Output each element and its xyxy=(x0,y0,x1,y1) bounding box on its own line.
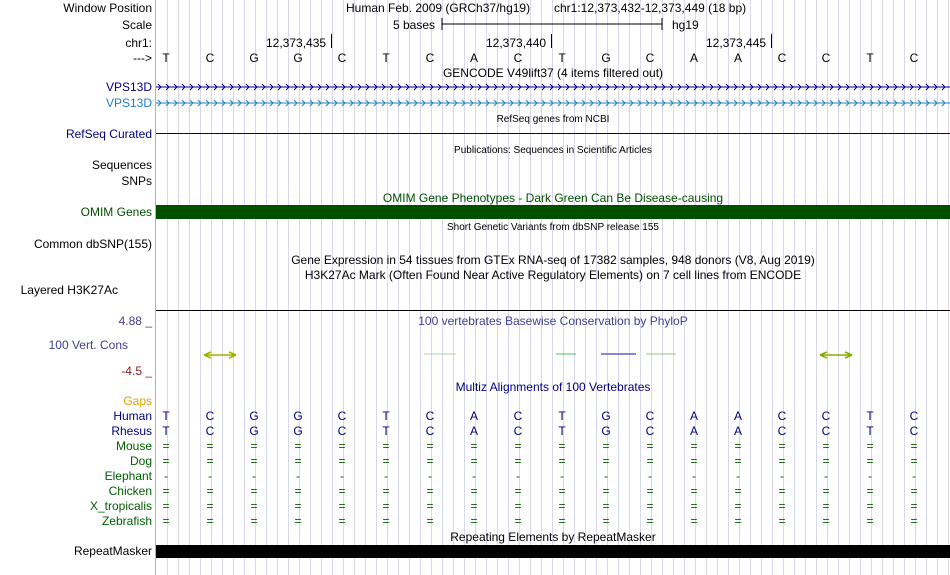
species-base: = xyxy=(382,439,390,453)
repeat-title: Repeating Elements by RepeatMasker xyxy=(450,530,656,544)
species-label-human[interactable]: Human xyxy=(113,409,152,423)
species-base: = xyxy=(822,499,830,513)
species-base: = xyxy=(162,514,170,528)
species-base: = xyxy=(338,439,346,453)
base-9: C xyxy=(513,51,523,65)
species-base: = xyxy=(250,484,258,498)
species-label-elephant[interactable]: Elephant xyxy=(104,469,152,483)
species-base: = xyxy=(426,484,434,498)
species-base: = xyxy=(910,499,918,513)
base-3: G xyxy=(249,51,259,65)
species-base: = xyxy=(206,514,214,528)
species-base: = xyxy=(470,484,478,498)
species-base: = xyxy=(690,439,698,453)
species-base: = xyxy=(778,484,786,498)
species-base: = xyxy=(778,454,786,468)
species-base: = xyxy=(470,439,478,453)
species-base: = xyxy=(426,454,434,468)
species-base: T xyxy=(162,409,170,423)
species-base: A xyxy=(733,424,742,438)
species-base: = xyxy=(382,514,390,528)
species-base: C xyxy=(777,409,787,423)
species-base: T xyxy=(382,409,390,423)
base-10: T xyxy=(558,51,566,65)
base-17: T xyxy=(866,51,874,65)
species-base: - xyxy=(604,469,608,483)
species-base: - xyxy=(560,469,564,483)
gene-label-vps13d-1[interactable]: VPS13D xyxy=(105,80,152,94)
species-base: C xyxy=(513,409,523,423)
scale-text: 5 bases xyxy=(393,18,436,32)
species-base: T xyxy=(558,409,566,423)
base-12: C xyxy=(645,51,655,65)
h3k27-baseline xyxy=(156,310,950,311)
species-base: = xyxy=(338,454,346,468)
species-base: = xyxy=(602,484,610,498)
species-base: = xyxy=(294,484,302,498)
species-base: = xyxy=(910,484,918,498)
species-base: = xyxy=(646,514,654,528)
species-base: - xyxy=(648,469,652,483)
species-label-chicken[interactable]: Chicken xyxy=(108,484,152,498)
species-label-rhesus[interactable]: Rhesus xyxy=(111,424,152,438)
species-base: A xyxy=(469,424,478,438)
species-base: C xyxy=(821,409,831,423)
coord-tick-mark-3 xyxy=(771,34,772,48)
species-base: - xyxy=(824,469,828,483)
species-base: = xyxy=(822,484,830,498)
gtex-title: Gene Expression in 54 tissues from GTEx RNA-seq of 17382 samples, 948 donors (V8, Aug 2019) xyxy=(291,253,815,267)
species-base: C xyxy=(205,424,215,438)
species-base: = xyxy=(470,454,478,468)
species-base: G xyxy=(249,409,259,423)
species-base: = xyxy=(602,454,610,468)
refseq-label[interactable]: RefSeq Curated xyxy=(65,127,152,141)
species-base: = xyxy=(514,439,522,453)
species-base: = xyxy=(470,499,478,513)
species-base: = xyxy=(514,514,522,528)
species-base: = xyxy=(778,499,786,513)
gene-track-vps13d-1[interactable] xyxy=(156,81,950,93)
species-base: - xyxy=(868,469,872,483)
species-base: C xyxy=(337,409,347,423)
species-base: - xyxy=(472,469,476,483)
species-base: - xyxy=(516,469,520,483)
species-base: = xyxy=(734,454,742,468)
coord-tick-mark-2 xyxy=(551,34,552,48)
species-base: - xyxy=(252,469,256,483)
species-base: = xyxy=(206,499,214,513)
species-base: = xyxy=(558,514,566,528)
species-base: = xyxy=(866,514,874,528)
species-label-x_tropicalis[interactable]: X_tropicalis xyxy=(89,499,152,513)
base-15: C xyxy=(777,51,787,65)
species-base: = xyxy=(338,484,346,498)
gene-track-vps13d-2[interactable] xyxy=(156,97,950,109)
species-base: = xyxy=(426,514,434,528)
base-1: T xyxy=(162,51,170,65)
base-18: C xyxy=(909,51,919,65)
species-base: = xyxy=(646,439,654,453)
base-11: G xyxy=(601,51,611,65)
phylop-min: -4.5 _ xyxy=(121,364,152,378)
species-base: = xyxy=(822,514,830,528)
species-base: G xyxy=(249,424,259,438)
species-base: = xyxy=(514,454,522,468)
repeat-label[interactable]: RepeatMasker xyxy=(73,544,152,558)
h3k27-label[interactable]: Layered H3K27Ac xyxy=(20,283,118,297)
species-base: = xyxy=(646,454,654,468)
species-base: G xyxy=(293,424,303,438)
species-base: A xyxy=(689,409,698,423)
species-base: T xyxy=(162,424,170,438)
scale-db: hg19 xyxy=(672,18,699,32)
species-base: C xyxy=(645,424,655,438)
base-2: C xyxy=(205,51,215,65)
chrom-label: chr1: xyxy=(125,36,152,50)
snp-title: Short Genetic Variants from dbSNP release 155 xyxy=(447,222,659,233)
omim-label[interactable]: OMIM Genes xyxy=(80,205,152,219)
species-base: = xyxy=(294,514,302,528)
species-base: C xyxy=(513,424,523,438)
species-base: = xyxy=(866,499,874,513)
species-base: = xyxy=(470,514,478,528)
species-base: - xyxy=(912,469,916,483)
species-base: G xyxy=(601,409,611,423)
species-base: = xyxy=(822,454,830,468)
scale-label: Scale xyxy=(121,18,152,32)
species-base: = xyxy=(558,454,566,468)
species-label-mouse[interactable]: Mouse xyxy=(115,439,152,453)
species-base: = xyxy=(162,499,170,513)
species-base: = xyxy=(602,499,610,513)
species-base: = xyxy=(250,454,258,468)
species-base: C xyxy=(645,409,655,423)
species-base: C xyxy=(205,409,215,423)
species-base: - xyxy=(164,469,168,483)
species-base: - xyxy=(208,469,212,483)
base-7: C xyxy=(425,51,435,65)
base-8: A xyxy=(469,51,478,65)
h3k27-title: H3K27Ac Mark (Often Found Near Active Regulatory Elements) on 7 cell lines from ENCODE xyxy=(304,268,802,282)
species-base: = xyxy=(250,499,258,513)
gencode-title: GENCODE V49lift37 (4 items filtered out) xyxy=(442,66,664,80)
species-base: = xyxy=(558,439,566,453)
species-base: A xyxy=(689,424,698,438)
base-6: T xyxy=(382,51,390,65)
strand-label: ---> xyxy=(133,51,152,65)
species-base: = xyxy=(294,439,302,453)
species-base: = xyxy=(338,499,346,513)
base-5: C xyxy=(337,51,347,65)
species-label-zebrafish[interactable]: Zebrafish xyxy=(101,514,152,528)
species-base: = xyxy=(734,439,742,453)
species-base: = xyxy=(822,439,830,453)
species-base: = xyxy=(690,514,698,528)
species-base: = xyxy=(250,514,258,528)
multiz-title: Multiz Alignments of 100 Vertebrates xyxy=(455,380,651,394)
base-4: G xyxy=(293,51,303,65)
species-base: = xyxy=(382,499,390,513)
species-base: C xyxy=(425,424,435,438)
species-base: = xyxy=(690,454,698,468)
species-base: = xyxy=(734,514,742,528)
species-base: C xyxy=(821,424,831,438)
species-base: T xyxy=(866,409,874,423)
coord-tick-2: 12,373,440 xyxy=(486,36,547,50)
species-base: = xyxy=(734,484,742,498)
species-base: G xyxy=(293,409,303,423)
species-base: - xyxy=(340,469,344,483)
species-base: = xyxy=(602,439,610,453)
species-base: = xyxy=(206,439,214,453)
species-base: = xyxy=(778,514,786,528)
species-base: = xyxy=(690,484,698,498)
scale-bar xyxy=(440,16,666,32)
base-14: A xyxy=(733,51,742,65)
refseq-line[interactable] xyxy=(156,133,950,134)
species-base: = xyxy=(514,499,522,513)
coord-tick-1: 12,373,435 xyxy=(266,36,327,50)
species-base: = xyxy=(866,484,874,498)
omim-bar[interactable] xyxy=(156,205,950,219)
repeat-bar[interactable] xyxy=(156,545,950,558)
species-base: = xyxy=(162,439,170,453)
common-snp-label[interactable]: Common dbSNP(155) xyxy=(33,237,152,251)
species-base: - xyxy=(780,469,784,483)
species-base: = xyxy=(602,514,610,528)
species-base: = xyxy=(382,454,390,468)
position-text: chr1:12,373,432-12,373,449 (18 bp) xyxy=(554,1,747,15)
publications-title: Publications: Sequences in Scientific Articles xyxy=(454,145,652,156)
species-base: - xyxy=(428,469,432,483)
phylop-label[interactable]: 100 Vert. Cons xyxy=(48,338,128,352)
sequences-label[interactable]: Sequences xyxy=(91,158,152,172)
refseq-title: RefSeq genes from NCBI xyxy=(496,114,610,125)
species-base: = xyxy=(910,454,918,468)
assembly-link[interactable]: Human Feb. 2009 (GRCh37/hg19) xyxy=(346,1,531,15)
species-base: C xyxy=(777,424,787,438)
species-base: = xyxy=(294,454,302,468)
species-base: T xyxy=(382,424,390,438)
species-base: = xyxy=(514,484,522,498)
species-base: - xyxy=(736,469,740,483)
species-base: = xyxy=(206,484,214,498)
species-base: C xyxy=(909,409,919,423)
species-base: G xyxy=(601,424,611,438)
gene-label-vps13d-2[interactable]: VPS13D xyxy=(105,96,152,110)
species-base: = xyxy=(426,439,434,453)
base-13: A xyxy=(689,51,698,65)
phylop-max: 4.88 _ xyxy=(118,314,152,328)
phylop-marks xyxy=(156,348,950,362)
species-base: C xyxy=(909,424,919,438)
omim-title: OMIM Gene Phenotypes - Dark Green Can Be Disease-causing xyxy=(382,191,724,205)
species-base: - xyxy=(384,469,388,483)
species-base: = xyxy=(734,499,742,513)
species-base: = xyxy=(910,439,918,453)
species-base: = xyxy=(646,499,654,513)
species-base: = xyxy=(690,499,698,513)
window-position-label: Window Position xyxy=(63,1,152,15)
species-base: = xyxy=(206,454,214,468)
species-base: A xyxy=(469,409,478,423)
species-base: = xyxy=(558,499,566,513)
species-base: = xyxy=(558,484,566,498)
species-base: = xyxy=(382,484,390,498)
species-base: = xyxy=(646,484,654,498)
species-base: = xyxy=(162,454,170,468)
species-base: = xyxy=(162,484,170,498)
species-base: = xyxy=(338,514,346,528)
species-base: = xyxy=(866,439,874,453)
species-base: T xyxy=(558,424,566,438)
phylop-title: 100 vertebrates Basewise Conservation by PhyloP xyxy=(418,314,688,328)
species-base: = xyxy=(250,439,258,453)
snps-label[interactable]: SNPs xyxy=(121,174,152,188)
species-base: A xyxy=(733,409,742,423)
species-label-dog[interactable]: Dog xyxy=(129,454,152,468)
species-base: = xyxy=(426,499,434,513)
species-base: - xyxy=(692,469,696,483)
species-base: = xyxy=(866,454,874,468)
species-base: T xyxy=(866,424,874,438)
gaps-label[interactable]: Gaps xyxy=(123,394,152,408)
coord-tick-3: 12,373,445 xyxy=(706,36,767,50)
species-base: = xyxy=(778,439,786,453)
coord-tick-mark-1 xyxy=(331,34,332,48)
species-base: = xyxy=(294,499,302,513)
base-16: C xyxy=(821,51,831,65)
species-base: - xyxy=(296,469,300,483)
species-base: C xyxy=(337,424,347,438)
species-base: C xyxy=(425,409,435,423)
species-base: = xyxy=(910,514,918,528)
